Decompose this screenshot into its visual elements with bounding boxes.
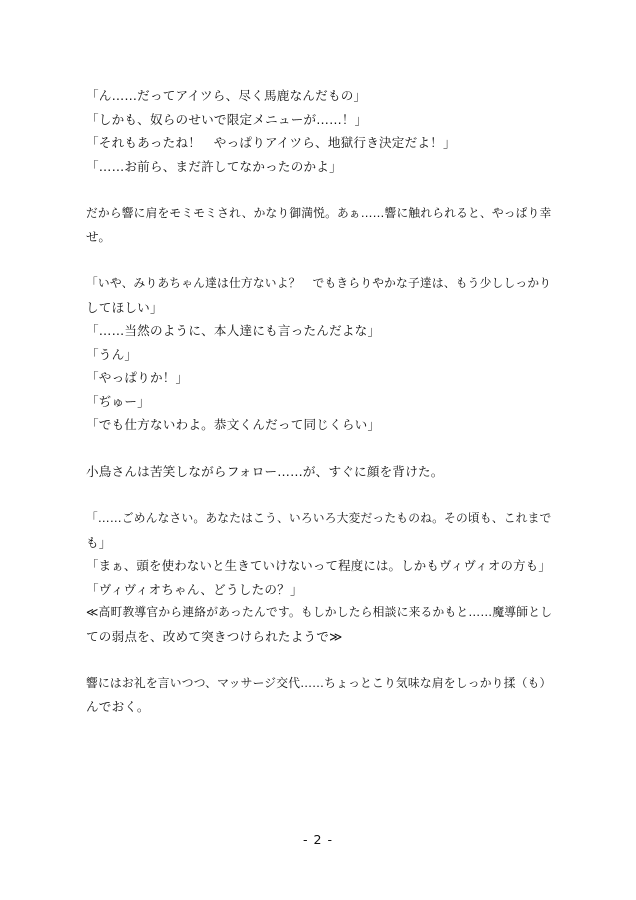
text-line: 「……当然のように、本人達にも言ったんだよな」 — [86, 323, 381, 338]
text-line: 「でも仕方ないわよ。恭文くんだって同じくらい」 — [86, 417, 381, 432]
text-line: だから響に肩をモミモミされ、かなり御満悦。あぁ……響に触れられると、やっぱり幸 — [86, 205, 552, 220]
body-text — [86, 84, 556, 719]
text-line: 「うん」 — [86, 346, 138, 362]
text-line: 「……お前ら、まだ許してなかったのかよ」 — [86, 158, 342, 174]
text-line: 小鳥さんは苦笑しながらフォロー……が、すぐに顔を背けた。 — [86, 464, 444, 479]
paragraph-gap — [86, 178, 556, 202]
paragraph-gap — [86, 484, 556, 508]
text-line: 「やっぱりか！」 — [86, 370, 189, 385]
page-number: - 2 - — [302, 832, 334, 847]
paragraph-gap — [86, 249, 556, 273]
text-line: 「それもあったね！ やっぱりアイツら、地獄行き決定だよ！」 — [86, 135, 456, 150]
text-line: 「いや、みりあちゃん達は仕方ないよ？ でもきらりやかな子達は、もう少ししっかり — [86, 276, 552, 290]
text-line: んでおく。 — [86, 699, 150, 714]
text-line: ≪高町教導官から連絡があったんです。もしかしたら相談に来るかもと……魔導師とし — [86, 605, 553, 619]
dialogue-block — [86, 507, 556, 648]
text-line: 「……ごめんなさい。あなたはこう、いろいろ大変だったものね。その頃も、これまで — [86, 511, 552, 525]
text-line: も」 — [86, 534, 112, 550]
text-line: 響にはお礼を言いつつ、マッサージ交代……ちょっとこり気味な肩をしっかり揉（も） — [86, 675, 552, 690]
dialogue-block — [86, 84, 556, 178]
paragraph-gap — [86, 648, 556, 672]
text-line: 「ん……だってアイツら、尽く馬鹿なんだもの」 — [86, 88, 367, 103]
narration-block — [86, 460, 556, 484]
dialogue-block — [86, 272, 556, 437]
text-line: せ。 — [86, 229, 112, 244]
text-line: ての弱点を、改めて突きつけられたようで≫ — [86, 628, 343, 644]
paragraph-gap — [86, 437, 556, 461]
text-line: 「しかも、奴らのせいで限定メニューが……！」 — [86, 111, 368, 127]
text-line: してほしい」 — [86, 299, 163, 315]
text-line: 「ヴィヴィオちゃん、どうしたの？」 — [86, 581, 303, 597]
narration-block — [86, 202, 556, 249]
text-line: 「ぢゅー」 — [86, 393, 150, 409]
narration-block — [86, 672, 556, 719]
text-line: 「まぁ、頭を使わないと生きていけないって程度には。しかもヴィヴィオの方も」 — [86, 558, 551, 573]
